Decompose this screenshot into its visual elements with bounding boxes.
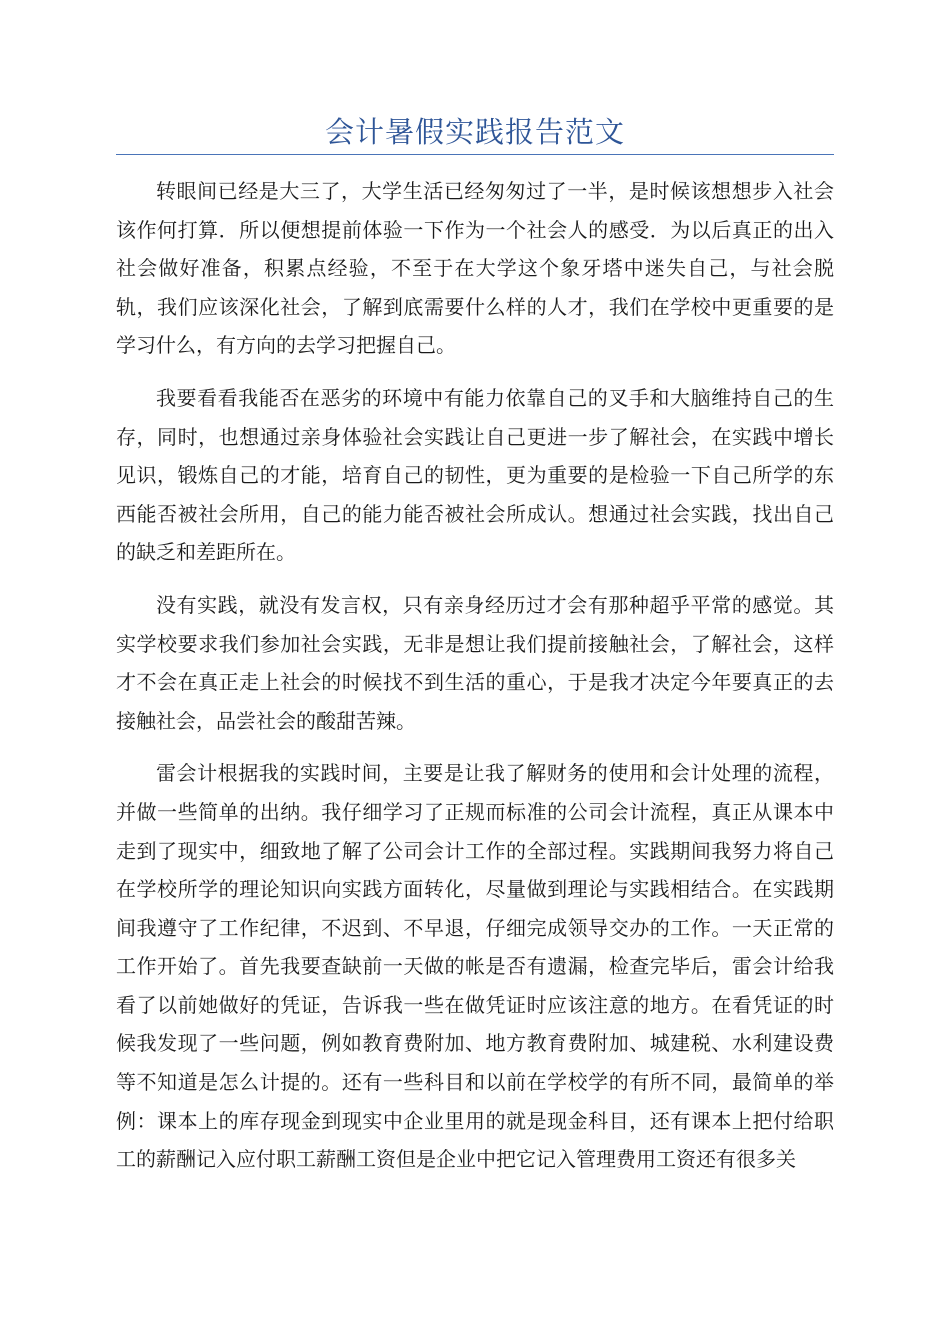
document-title: 会计暑假实践报告范文 (324, 115, 625, 149)
title-underline-rule (116, 154, 834, 155)
paragraph-3: 没有实践，就没有发言权，只有亲身经历过才会有那种超乎平常的感觉。其实学校要求我们参加社会实践，无非是想让我们提前接触社会，了解社会，这样才不会在真正走上社会的时候找不到生活的重心，于是我才决定今年要真正的去接触社会，品尝社会的酸甜苦辣。 (116, 592, 834, 733)
paragraph-1: 转眼间已经是大三了，大学生活已经匆匆过了一半，是时候该想想步入社会该作何打算．所以便想提前体验一下作为一个社会人的感受．为以后真正的出入社会做好准备，积累点经验，不至于在大学这个象牙塔中迷失自己，与社会脱轨，我们应该深化社会，了解到底需要什么样的人才，我们在学校中更重要的是学习什么，有方向的去学习把握自己。 (116, 179, 834, 358)
paragraph-4: 雷会计根据我的实践时间，主要是让我了解财务的使用和会计处理的流程，并做一些简单的出纳。我仔细学习了正规而标准的公司会计流程，真正从课本中走到了现实中，细致地了解了公司会计工作的全部过程。实践期间我努力将自己在学校所学的理论知识向实践方面转化，尽量做到理论与实践相结合。在实践期间我遵守了工作纪律，不迟到、不早退，仔细完成领导交办的工作。一天正常的工作开始了。首先我要查缺前一天做的帐是否有遗漏，检查完毕后，雷会计给我看了以前她做好的凭证，告诉我一些在做凭证时应该注意的地方。在看凭证的时候我发现了一些问题，例如教育费附加、地方教育费附加、城建税、水利建设费等不知道是怎么计提的。还有一些科目和以前在学校学的有所不同，最简单的举例：课本上的库存现金到现实中企业里用的就是现金科目，还有课本上把付给职工的薪酬记入应付职工薪酬工资但是企业中把它记入管理费用工资还有很多关 (116, 761, 834, 1172)
document-body (116, 172, 834, 1193)
paragraph-2: 我要看看我能否在恶劣的环境中有能力依靠自己的叉手和大脑维持自己的生存，同时，也想通过亲身体验社会实践让自己更进一步了解社会，在实践中增长见识，锻炼自己的才能，培育自己的韧性，更为重要的是检验一下自己所学的东西能否被社会所用，自己的能力能否被社会所成认。想通过社会实践，找出自己的缺乏和差距所在。 (116, 385, 834, 565)
